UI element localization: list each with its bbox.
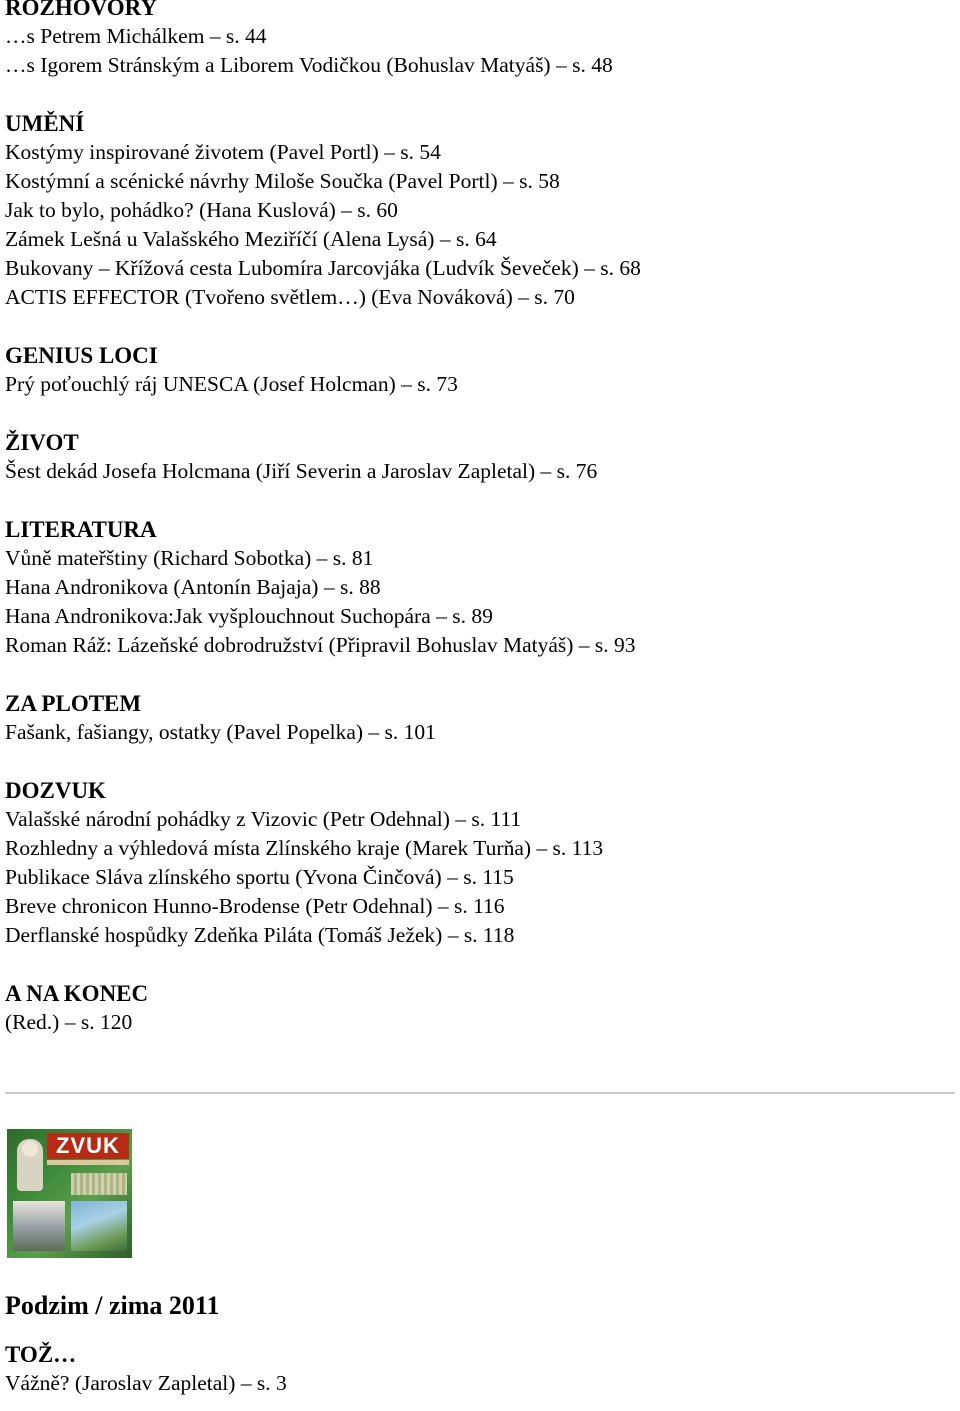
section-heading: A NA KONEC [5, 981, 149, 1006]
section-heading: LITERATURA [5, 517, 157, 542]
toc-entry: Valašské národní pohádky z Vizovic (Petr Odehnal) – s. 111 [5, 807, 522, 831]
toc-section [5, 979, 955, 1037]
toc-entry: ACTIS EFFECTOR (Tvořeno světlem…) (Eva Nováková) – s. 70 [5, 285, 575, 309]
cover-figure-head [22, 1141, 38, 1157]
cover-pattern [71, 1173, 127, 1195]
magazine-cover-thumbnail [7, 1129, 132, 1258]
cover-strip [47, 1160, 129, 1165]
toc-section [5, 109, 955, 312]
cover-logo: ZVUK [47, 1133, 129, 1159]
toc-section [5, 428, 955, 486]
toc-section [5, 776, 955, 950]
toc-entry: Rozhledny a výhledová místa Zlínského kraje (Marek Turňa) – s. 113 [5, 836, 604, 860]
toc-entry: Vážně? (Jaroslav Zapletal) – s. 3 [5, 1371, 287, 1395]
table-of-contents [5, 0, 955, 1066]
toc-entry: Derflanské hospůdky Zdeňka Piláta (Tomáš Ježek) – s. 118 [5, 923, 515, 947]
cover-photo [13, 1201, 65, 1251]
toc-entry: Fašank, fašiangy, ostatky (Pavel Popelka) – s. 101 [5, 720, 436, 744]
issue-block [5, 1289, 955, 1398]
toc-section [5, 689, 955, 747]
toc-entry: Breve chronicon Hunno-Brodense (Petr Odehnal) – s. 116 [5, 894, 505, 918]
section-heading: TOŽ… [5, 1342, 77, 1367]
section-heading: ZA PLOTEM [5, 691, 142, 716]
cover-photo [71, 1201, 127, 1251]
toc-entry: Bukovany – Křížová cesta Lubomíra Jarcovjáka (Ludvík Ševeček) – s. 68 [5, 256, 641, 280]
toc-entry: Kostýmy inspirované životem (Pavel Portl) – s. 54 [5, 140, 441, 164]
toc-entry: Prý poťouchlý ráj UNESCA (Josef Holcman) – s. 73 [5, 372, 458, 396]
section-heading: ROZHOVORY [5, 0, 158, 20]
toc-section [5, 515, 955, 660]
toc-entry: Roman Ráž: Lázeňské dobrodružství (Připravil Bohuslav Matyáš) – s. 93 [5, 633, 636, 657]
toc-entry: Hana Andronikova:Jak vyšplouchnout Suchopára – s. 89 [5, 604, 493, 628]
section-heading: GENIUS LOCI [5, 343, 158, 368]
toc-entry: Jak to bylo, pohádko? (Hana Kuslová) – s. 60 [5, 198, 398, 222]
section-heading: ŽIVOT [5, 430, 79, 455]
toc-entry: Publikace Sláva zlínského sportu (Yvona Činčová) – s. 115 [5, 865, 514, 889]
toc-section [5, 0, 955, 80]
toc-entry: (Red.) – s. 120 [5, 1010, 133, 1034]
issue-title: Podzim / zima 2011 [5, 1291, 220, 1320]
toc-entry: Vůně mateřštiny (Richard Sobotka) – s. 81 [5, 546, 374, 570]
toc-entry: Šest dekád Josefa Holcmana (Jiří Severin a Jaroslav Zapletal) – s. 76 [5, 459, 598, 483]
toc-entry: Kostýmní a scénické návrhy Miloše Součka (Pavel Portl) – s. 58 [5, 169, 560, 193]
toc-section [5, 341, 955, 399]
toc-entry: Zámek Lešná u Valašského Meziříčí (Alena Lysá) – s. 64 [5, 227, 497, 251]
section-heading: DOZVUK [5, 778, 106, 803]
horizontal-divider [5, 1092, 955, 1094]
toc-entry: …s Petrem Michálkem – s. 44 [5, 24, 267, 48]
toc-entry: …s Igorem Stránským a Liborem Vodičkou (Bohuslav Matyáš) – s. 48 [5, 53, 613, 77]
section-heading: UMĚNÍ [5, 111, 85, 136]
toc-entry: Hana Andronikova (Antonín Bajaja) – s. 88 [5, 575, 381, 599]
